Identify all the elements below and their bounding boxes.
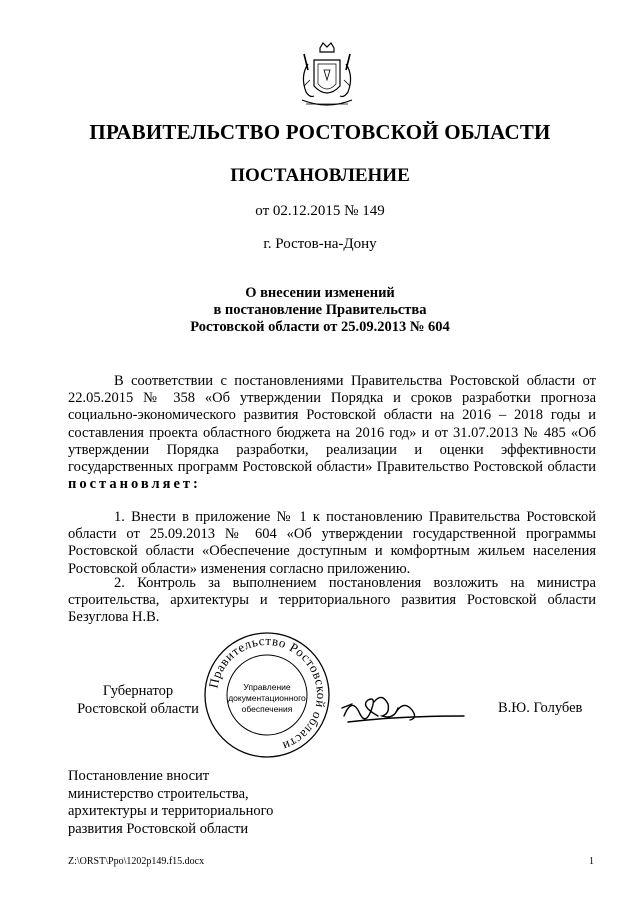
item-1-paragraph: 1. Внести в приложение № 1 к постановлению Правительства Ростовской области от 25.09.2013 № 604 «Об утверждении государственной программы Ростовской области «Обеспечение доступным и комфортным жильем населения Ростовской области» изменения согласно приложению.	[68, 509, 596, 577]
official-stamp	[202, 630, 332, 760]
document-type: ПОСТАНОВЛЕНИЕ	[230, 165, 410, 186]
document-date-number: от 02.12.2015 № 149	[255, 203, 385, 219]
document-city: г. Ростов-на-Дону	[263, 236, 377, 252]
subject-line-3: Ростовской области от 25.09.2013 № 604	[190, 319, 450, 335]
subject-line-2: в постановление Правительства	[213, 302, 427, 318]
handwritten-signature	[338, 686, 468, 734]
note-line-1: Постановление вносит	[68, 768, 210, 784]
government-title: ПРАВИТЕЛЬСТВО РОСТОВСКОЙ ОБЛАСТИ	[89, 120, 551, 144]
submission-note	[68, 768, 273, 838]
preamble-paragraph	[68, 373, 596, 493]
coat-of-arms-emblem	[296, 40, 358, 112]
note-line-4: развития Ростовской области	[68, 820, 249, 837]
document-subject	[0, 285, 640, 336]
resolves-word: постановляет:	[68, 476, 201, 493]
page-number: 1	[589, 856, 594, 867]
note-line-2: министерство строительства,	[68, 785, 249, 802]
stamp-center-line-2: документационного	[228, 693, 306, 703]
stamp-center-line-3: обеспечения	[241, 704, 293, 714]
note-line-3: архитектуры и территориального	[68, 803, 274, 819]
stamp-center-line-1: Управление	[243, 682, 291, 692]
signatory-title-line-2: Ростовской области	[77, 700, 199, 717]
signatory-name: В.Ю. Голубев	[498, 700, 583, 716]
signatory-title-line-1: Губернатор	[102, 683, 174, 699]
signatory-title	[68, 683, 208, 718]
stamp-ring-text: Правительство Ростовской области	[205, 632, 330, 755]
preamble-text: В соответствии с постановлениями Правительства Ростовской области от 22.05.2015 № 358 «Об утверждении Порядка и сроков разработки прогноза социально-экономического развития Ростовской области на 2016 – 2018 годы и составления проекта областного бюджета на 2016 год» и от 31.07.2013 № 485 «Об утверждении Порядка разработки, реализации и оценки эффективности государственных программ Ростовской области» Правительство Ростовской области	[68, 373, 596, 476]
footer-file-path: Z:\ORST\Ppo\1202p149.f15.docx	[68, 856, 205, 867]
item-2-paragraph: 2. Контроль за выполнением постановления возложить на министра строительства, архитектуры и территориального развития Ростовской области Безуглова Н.В.	[68, 575, 596, 626]
subject-line-1: О внесении изменений	[245, 285, 395, 301]
